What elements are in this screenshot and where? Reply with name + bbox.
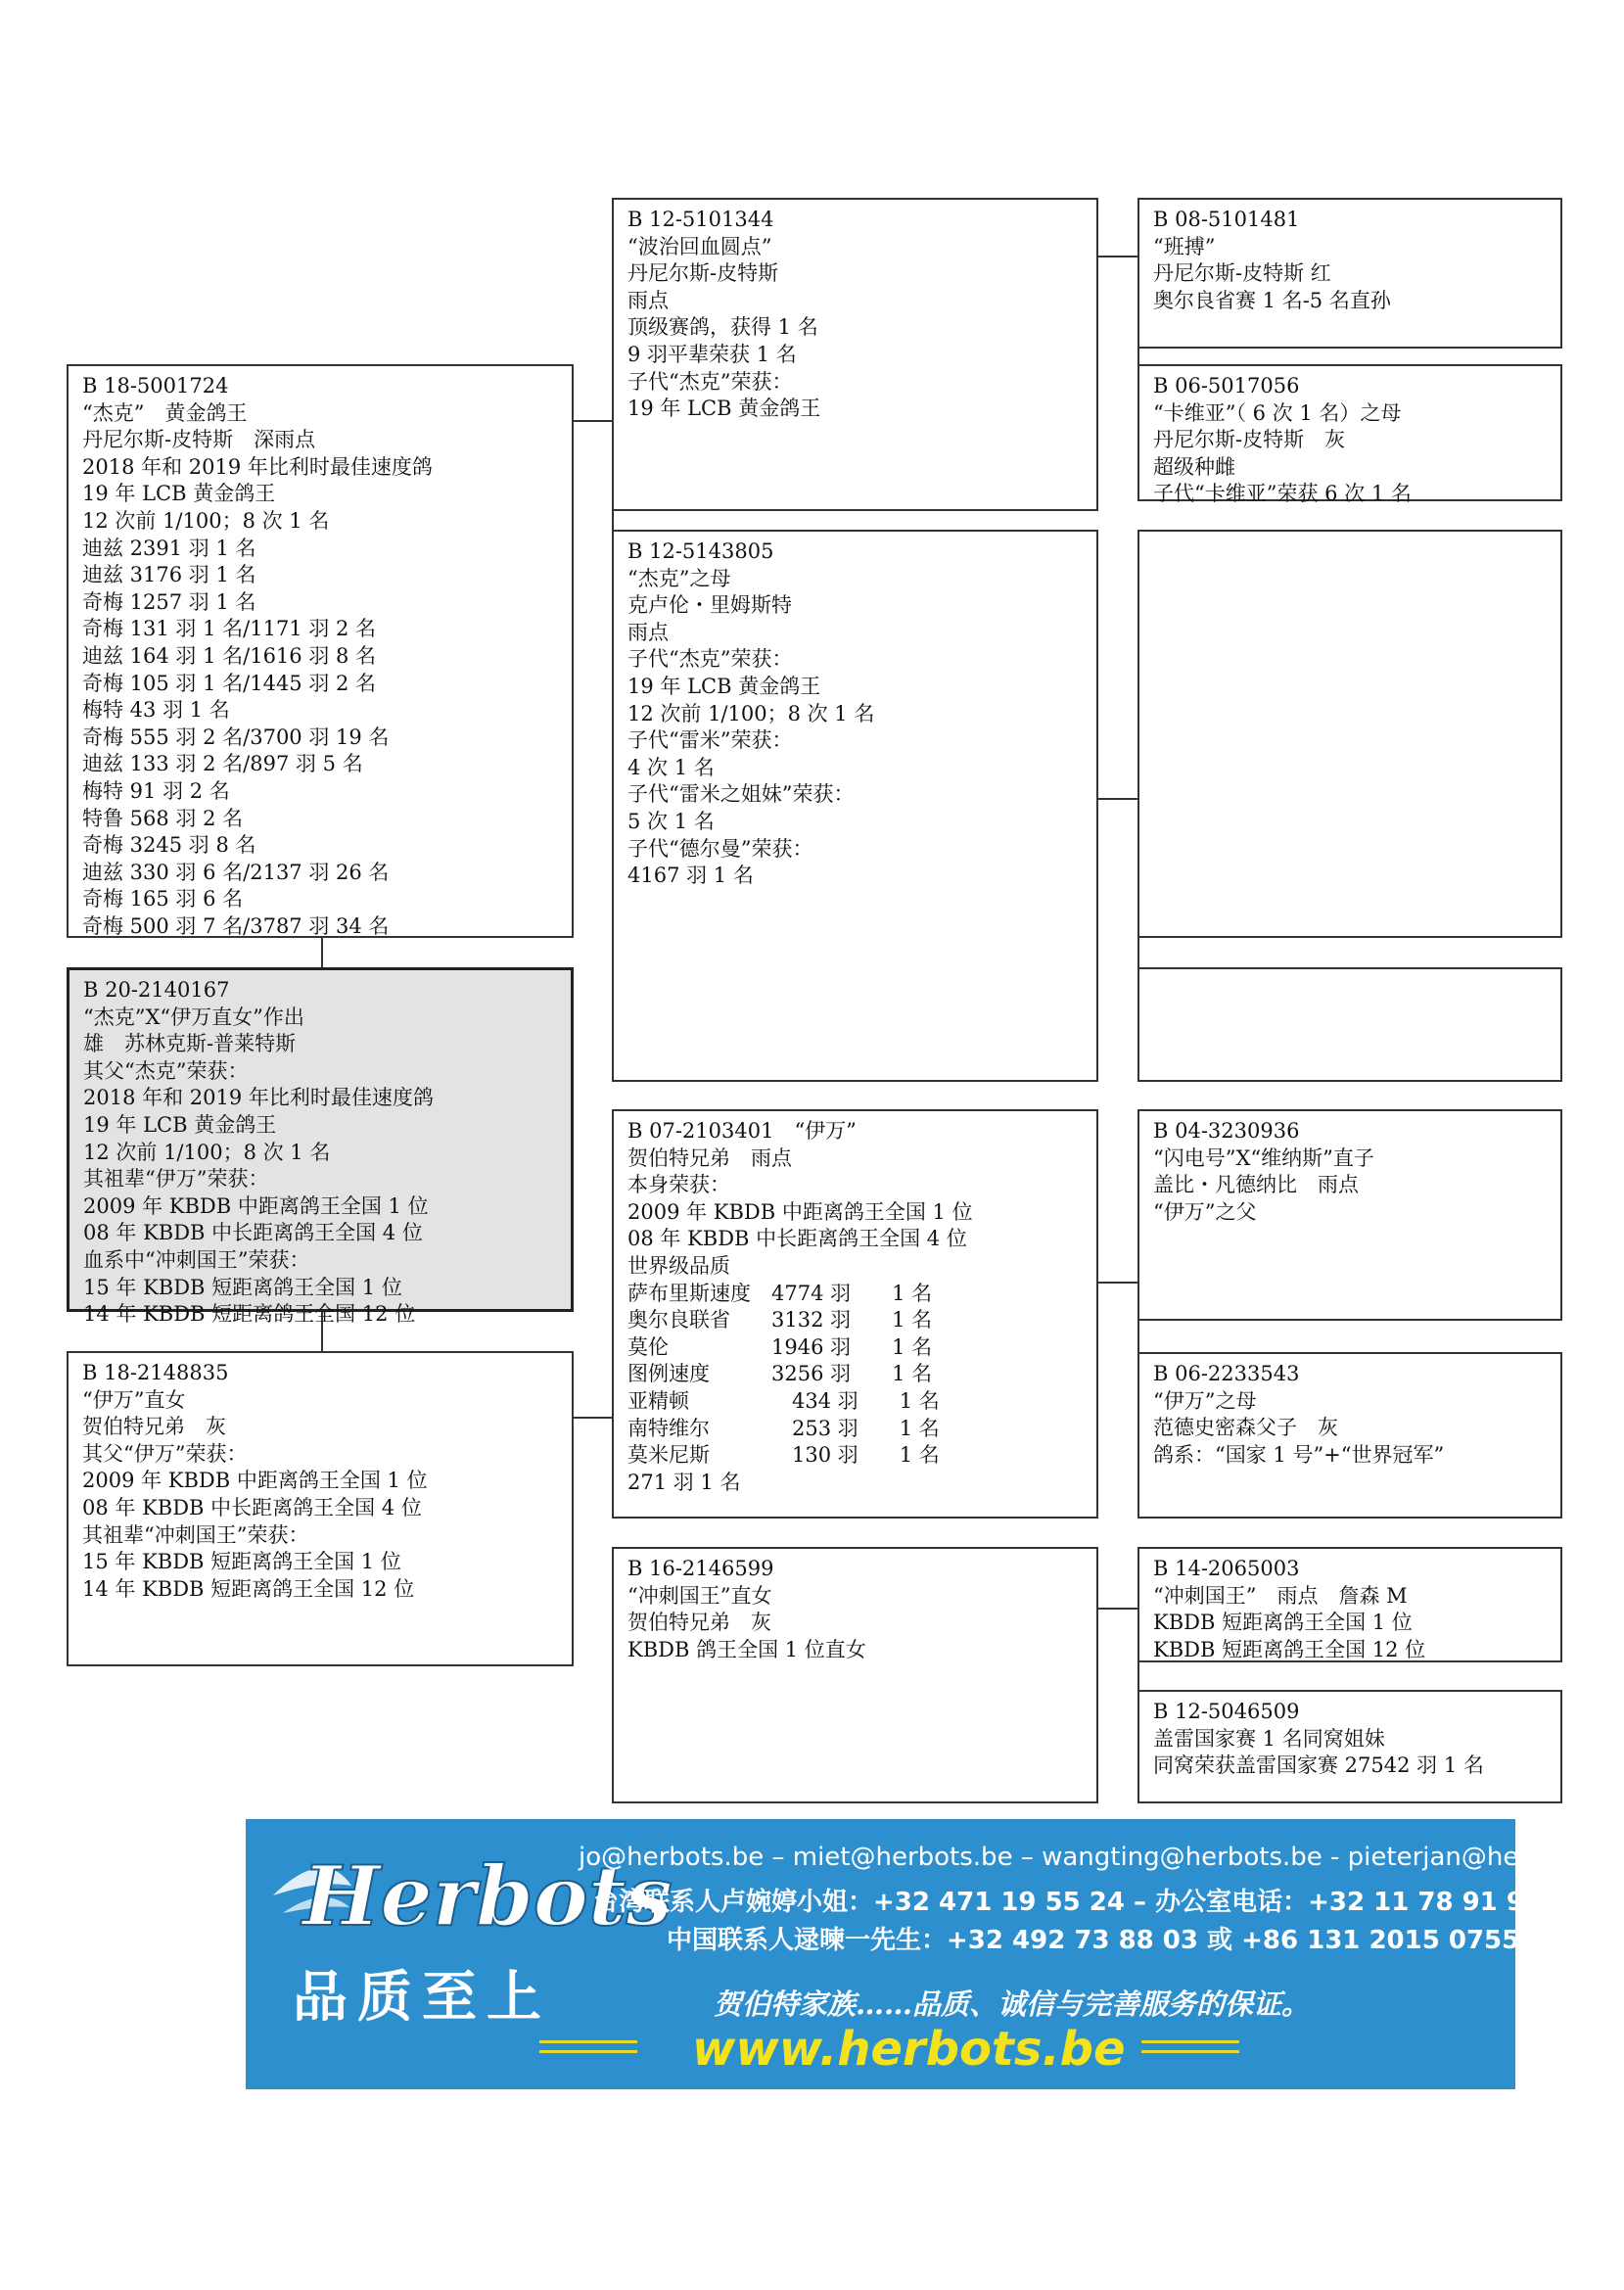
pedigree-line: 丹尼尔斯-皮特斯 深雨点 [82, 428, 316, 452]
pedigree-line: 萨布里斯速度 4774 羽 1 名 [627, 1281, 933, 1305]
pedigree-line: “冲刺国王” 雨点 詹森 M [1153, 1583, 1408, 1608]
pedigree-line: 271 羽 1 名 [627, 1470, 741, 1494]
pedigree-line: 12 次前 1/100；8 次 1 名 [627, 701, 875, 725]
connector-sd-to-parents [1097, 798, 1138, 800]
pedigree-line: 9 羽平辈荣获 1 名 [627, 342, 797, 366]
pedigree-line: 克卢伦・里姆斯特 [627, 593, 792, 618]
pedigree-line: 莫伦 1946 羽 1 名 [627, 1334, 933, 1359]
pedigree-line: 迪兹 133 羽 2 名/897 羽 5 名 [82, 752, 363, 776]
ring-number: B 08-5101481 [1153, 208, 1300, 231]
pedigree-line: 14 年 KBDB 短距离鸽王全国 12 位 [82, 1576, 415, 1601]
pedigree-line: 丹尼尔斯-皮特斯 [627, 261, 779, 286]
pedigree-line: 奇梅 165 羽 6 名 [82, 887, 244, 911]
sds-card [1137, 530, 1562, 938]
pedigree-line: 奇梅 105 羽 1 名/1445 羽 2 名 [82, 671, 377, 695]
pedigree-line: “班搏” [1153, 234, 1216, 258]
pedigree-line: 奇梅 131 羽 1 名/1171 羽 2 名 [82, 617, 377, 641]
ring-number: B 04-3230936 [1153, 1119, 1300, 1143]
pedigree-line: 迪兹 330 羽 6 名/2137 羽 26 名 [82, 860, 390, 884]
pedigree-line: 2009 年 KBDB 中距离鸽王全国 1 位 [82, 1469, 428, 1493]
pedigree-line: 其父“伊万”荣获： [82, 1441, 248, 1466]
connector-dd-to-parents [1097, 1608, 1138, 1610]
pedigree-line: 丹尼尔斯-皮特斯 红 [1153, 261, 1331, 286]
pedigree-line: 2009 年 KBDB 中距离鸽王全国 1 位 [83, 1193, 429, 1218]
dam-sire-card [612, 1109, 1098, 1519]
decorative-line-right-2 [1141, 2050, 1239, 2053]
pedigree-line: 世界级品质 [627, 1253, 730, 1278]
pedigree-line: 4167 羽 1 名 [627, 864, 754, 888]
ddd-card [1137, 1690, 1562, 1803]
pedigree-line: 其祖辈“伊万”荣获： [83, 1167, 269, 1192]
pedigree-line: “波治回血圆点” [627, 234, 772, 258]
pedigree-line: 图例速度 3256 羽 1 名 [627, 1362, 933, 1386]
pedigree-line: 贺伯特兄弟 灰 [627, 1611, 771, 1635]
pedigree-line: 迪兹 164 羽 1 名/1616 羽 8 名 [82, 643, 377, 668]
pedigree-line: 子代“杰克”荣获： [627, 647, 793, 672]
pedigree-line: “杰克”之母 [627, 566, 731, 590]
pedigree-line: KBDB 短距离鸽王全国 12 位 [1153, 1637, 1426, 1661]
pedigree-line: 超级种雌 [1153, 454, 1235, 479]
pedigree-line: 19 年 LCB 黄金鸽王 [627, 674, 821, 698]
pedigree-line: 迪兹 3176 羽 1 名 [82, 563, 256, 587]
ring-number: B 06-2233543 [1153, 1362, 1300, 1385]
pedigree-line: 本身荣获： [627, 1173, 730, 1197]
pedigree-line: 奥尔良联省 3132 羽 1 名 [627, 1308, 933, 1332]
ring-number: B 12-5143805 [627, 539, 774, 563]
connector-subject-vertical [321, 938, 323, 967]
pedigree-line: 梅特 43 羽 1 名 [82, 698, 230, 723]
pedigree-line: 奇梅 555 羽 2 名/3700 羽 19 名 [82, 724, 390, 749]
pedigree-line: 顶级赛鸽，获得 1 名 [627, 315, 818, 340]
pedigree-line: 特鲁 568 羽 2 名 [82, 806, 244, 830]
pedigree-line: 2018 年和 2019 年比利时最佳速度鸽 [82, 454, 433, 479]
ssd-card [1137, 364, 1562, 506]
pedigree-line: 12 次前 1/100；8 次 1 名 [82, 508, 330, 533]
pedigree-line: 盖雷国家赛 1 名同窝姐妹 [1153, 1726, 1385, 1751]
connector-ss-to-sss [1097, 256, 1138, 257]
pedigree-line: 丹尼尔斯-皮特斯 灰 [1153, 428, 1346, 452]
pedigree-line: 子代“雷米之姐妹”荣获： [627, 782, 855, 807]
pedigree-line: 贺伯特兄弟 灰 [82, 1415, 226, 1439]
dam-card [67, 1351, 574, 1666]
pedigree-line: 奇梅 500 羽 7 名/3787 羽 34 名 [82, 913, 390, 938]
pedigree-line: “闪电号”X“维纳斯”直子 [1153, 1145, 1374, 1170]
dss-card [1137, 1109, 1562, 1321]
pedigree-line: 鸽系：“国家 1 号”+“世界冠军” [1153, 1442, 1445, 1467]
pedigree-line: 亚精顿 434 羽 1 名 [627, 1388, 940, 1413]
connector-sire-to-ss [573, 420, 613, 422]
pedigree-line: 19 年 LCB 黄金鸽王 [83, 1112, 277, 1137]
pedigree-line: 2009 年 KBDB 中距离鸽王全国 1 位 [627, 1199, 973, 1224]
pedigree-line: 2018 年和 2019 年比利时最佳速度鸽 [83, 1086, 434, 1110]
ring-number: B 16-2146599 [627, 1557, 774, 1580]
decorative-line-right [1141, 2040, 1239, 2043]
pedigree-line: 15 年 KBDB 短距离鸽王全国 1 位 [83, 1275, 402, 1299]
pedigree-line: 奥尔良省赛 1 名-5 名直孙 [1153, 288, 1391, 312]
ring-number: B 20-2140167 [83, 978, 230, 1002]
pedigree-line: 15 年 KBDB 短距离鸽王全国 1 位 [82, 1550, 401, 1574]
pedigree-line: 盖比・凡德纳比 雨点 [1153, 1173, 1359, 1197]
ring-number: B 12-5046509 [1153, 1700, 1300, 1723]
pedigree-line: 南特维尔 253 羽 1 名 [627, 1416, 940, 1440]
pedigree-line: 子代“卡维亚”荣获 6 次 1 名 [1153, 482, 1412, 506]
ring-number: B 06-5017056 [1153, 374, 1300, 397]
pedigree-line: 迪兹 2391 羽 1 名 [82, 536, 256, 560]
pedigree-line: 子代“德尔曼”荣获： [627, 836, 813, 861]
pedigree-line: 12 次前 1/100；8 次 1 名 [83, 1140, 331, 1164]
pedigree-line: 奇梅 3245 羽 8 名 [82, 833, 256, 858]
pedigree-line: 血系中“冲刺国王”荣获： [83, 1247, 310, 1272]
banner-website-link[interactable]: www.herbots.be [692, 2022, 1126, 2077]
pedigree-line: 19 年 LCB 黄金鸽王 [82, 482, 276, 506]
pedigree-line: KBDB 鸽王全国 1 位直女 [627, 1637, 866, 1661]
connector-ds-to-parents [1097, 1282, 1138, 1284]
subject-card [67, 967, 574, 1327]
pedigree-line: 雨点 [627, 620, 669, 644]
pedigree-line: “卡维亚”（ 6 次 1 名）之母 [1153, 400, 1402, 425]
pedigree-line: “冲刺国王”直女 [627, 1583, 772, 1608]
svg-text:Herbots: Herbots [302, 1847, 673, 1944]
pedigree-line: 雨点 [627, 288, 669, 312]
decorative-line-left [539, 2040, 637, 2043]
pedigree-line: “杰克” 黄金鸽王 [82, 400, 248, 425]
pedigree-line: 5 次 1 名 [627, 809, 715, 833]
pedigree-line: 子代“杰克”荣获： [627, 369, 793, 394]
banner-slogan: 品质至上 [293, 1966, 551, 2030]
pedigree-line: “伊万”之母 [1153, 1388, 1257, 1413]
dds-card [1137, 1547, 1562, 1662]
banner-contact-taiwan: 台湾联系人卢婉婷小姐：+32 471 19 55 24 – 办公室电话：+32 11 78 91 90 [593, 1888, 1542, 1917]
pedigree-line: 范德史密森父子 灰 [1153, 1416, 1338, 1440]
ring-number: B 07-2103401 “伊万” [627, 1119, 857, 1143]
dsd-card [1137, 1352, 1562, 1519]
sss-card [1137, 198, 1562, 349]
pedigree-line: 同窝荣获盖雷国家赛 27542 羽 1 名 [1153, 1753, 1484, 1778]
banner-contact-china: 中国联系人逯暕一先生：+32 492 73 88 03 或 +86 131 2015 0755 [667, 1926, 1520, 1955]
ring-number: B 14-2065003 [1153, 1557, 1300, 1580]
pedigree-line: 08 年 KBDB 中长距离鸽王全国 4 位 [82, 1495, 422, 1519]
pedigree-line: 雄 苏林克斯-普莱特斯 [83, 1032, 297, 1056]
pedigree-line: “杰克”X“伊万直女”作出 [83, 1005, 304, 1029]
banner-tagline: 贺伯特家族……品质、诚信与完善服务的保证。 [714, 1987, 1311, 2021]
dam-dam-card [612, 1547, 1098, 1803]
sdd-card [1137, 967, 1562, 1082]
ring-number: B 12-5101344 [627, 208, 774, 231]
pedigree-line: 14 年 KBDB 短距离鸽王全国 12 位 [83, 1302, 416, 1327]
ring-number: B 18-2148835 [82, 1361, 229, 1384]
pedigree-line: 莫米尼斯 130 羽 1 名 [627, 1443, 940, 1468]
pedigree-line: 梅特 91 羽 2 名 [82, 778, 230, 803]
pedigree-line: 奇梅 1257 羽 1 名 [82, 589, 256, 614]
ring-number: B 18-5001724 [82, 374, 229, 397]
pedigree-line: 08 年 KBDB 中长距离鸽王全国 4 位 [627, 1227, 967, 1251]
sire-card [67, 364, 574, 938]
pedigree-line: “伊万”之父 [1153, 1199, 1257, 1224]
pedigree-line: KBDB 短距离鸽王全国 1 位 [1153, 1611, 1413, 1635]
pedigree-line: 子代“雷米”荣获： [627, 728, 793, 753]
pedigree-line: “伊万”直女 [82, 1387, 186, 1412]
pedigree-line: 19 年 LCB 黄金鸽王 [627, 397, 821, 421]
sire-dam-card [612, 530, 1098, 1082]
sire-sire-card [612, 198, 1098, 511]
banner-emails[interactable]: jo@herbots.be – miet@herbots.be – wangting@herbots.be - pieterjan@herbots.be [579, 1843, 1624, 1872]
pedigree-line: 4 次 1 名 [627, 755, 715, 779]
connector-dam-to-parents [573, 1417, 613, 1419]
pedigree-line: 其父“杰克”荣获： [83, 1058, 249, 1083]
decorative-line-left-2 [539, 2050, 637, 2053]
pedigree-line: 其祖辈“冲刺国王”荣获： [82, 1522, 309, 1547]
herbots-banner [246, 1819, 1624, 2089]
pedigree-line: 08 年 KBDB 中长距离鸽王全国 4 位 [83, 1221, 423, 1245]
pedigree-line: 贺伯特兄弟 雨点 [627, 1145, 792, 1170]
